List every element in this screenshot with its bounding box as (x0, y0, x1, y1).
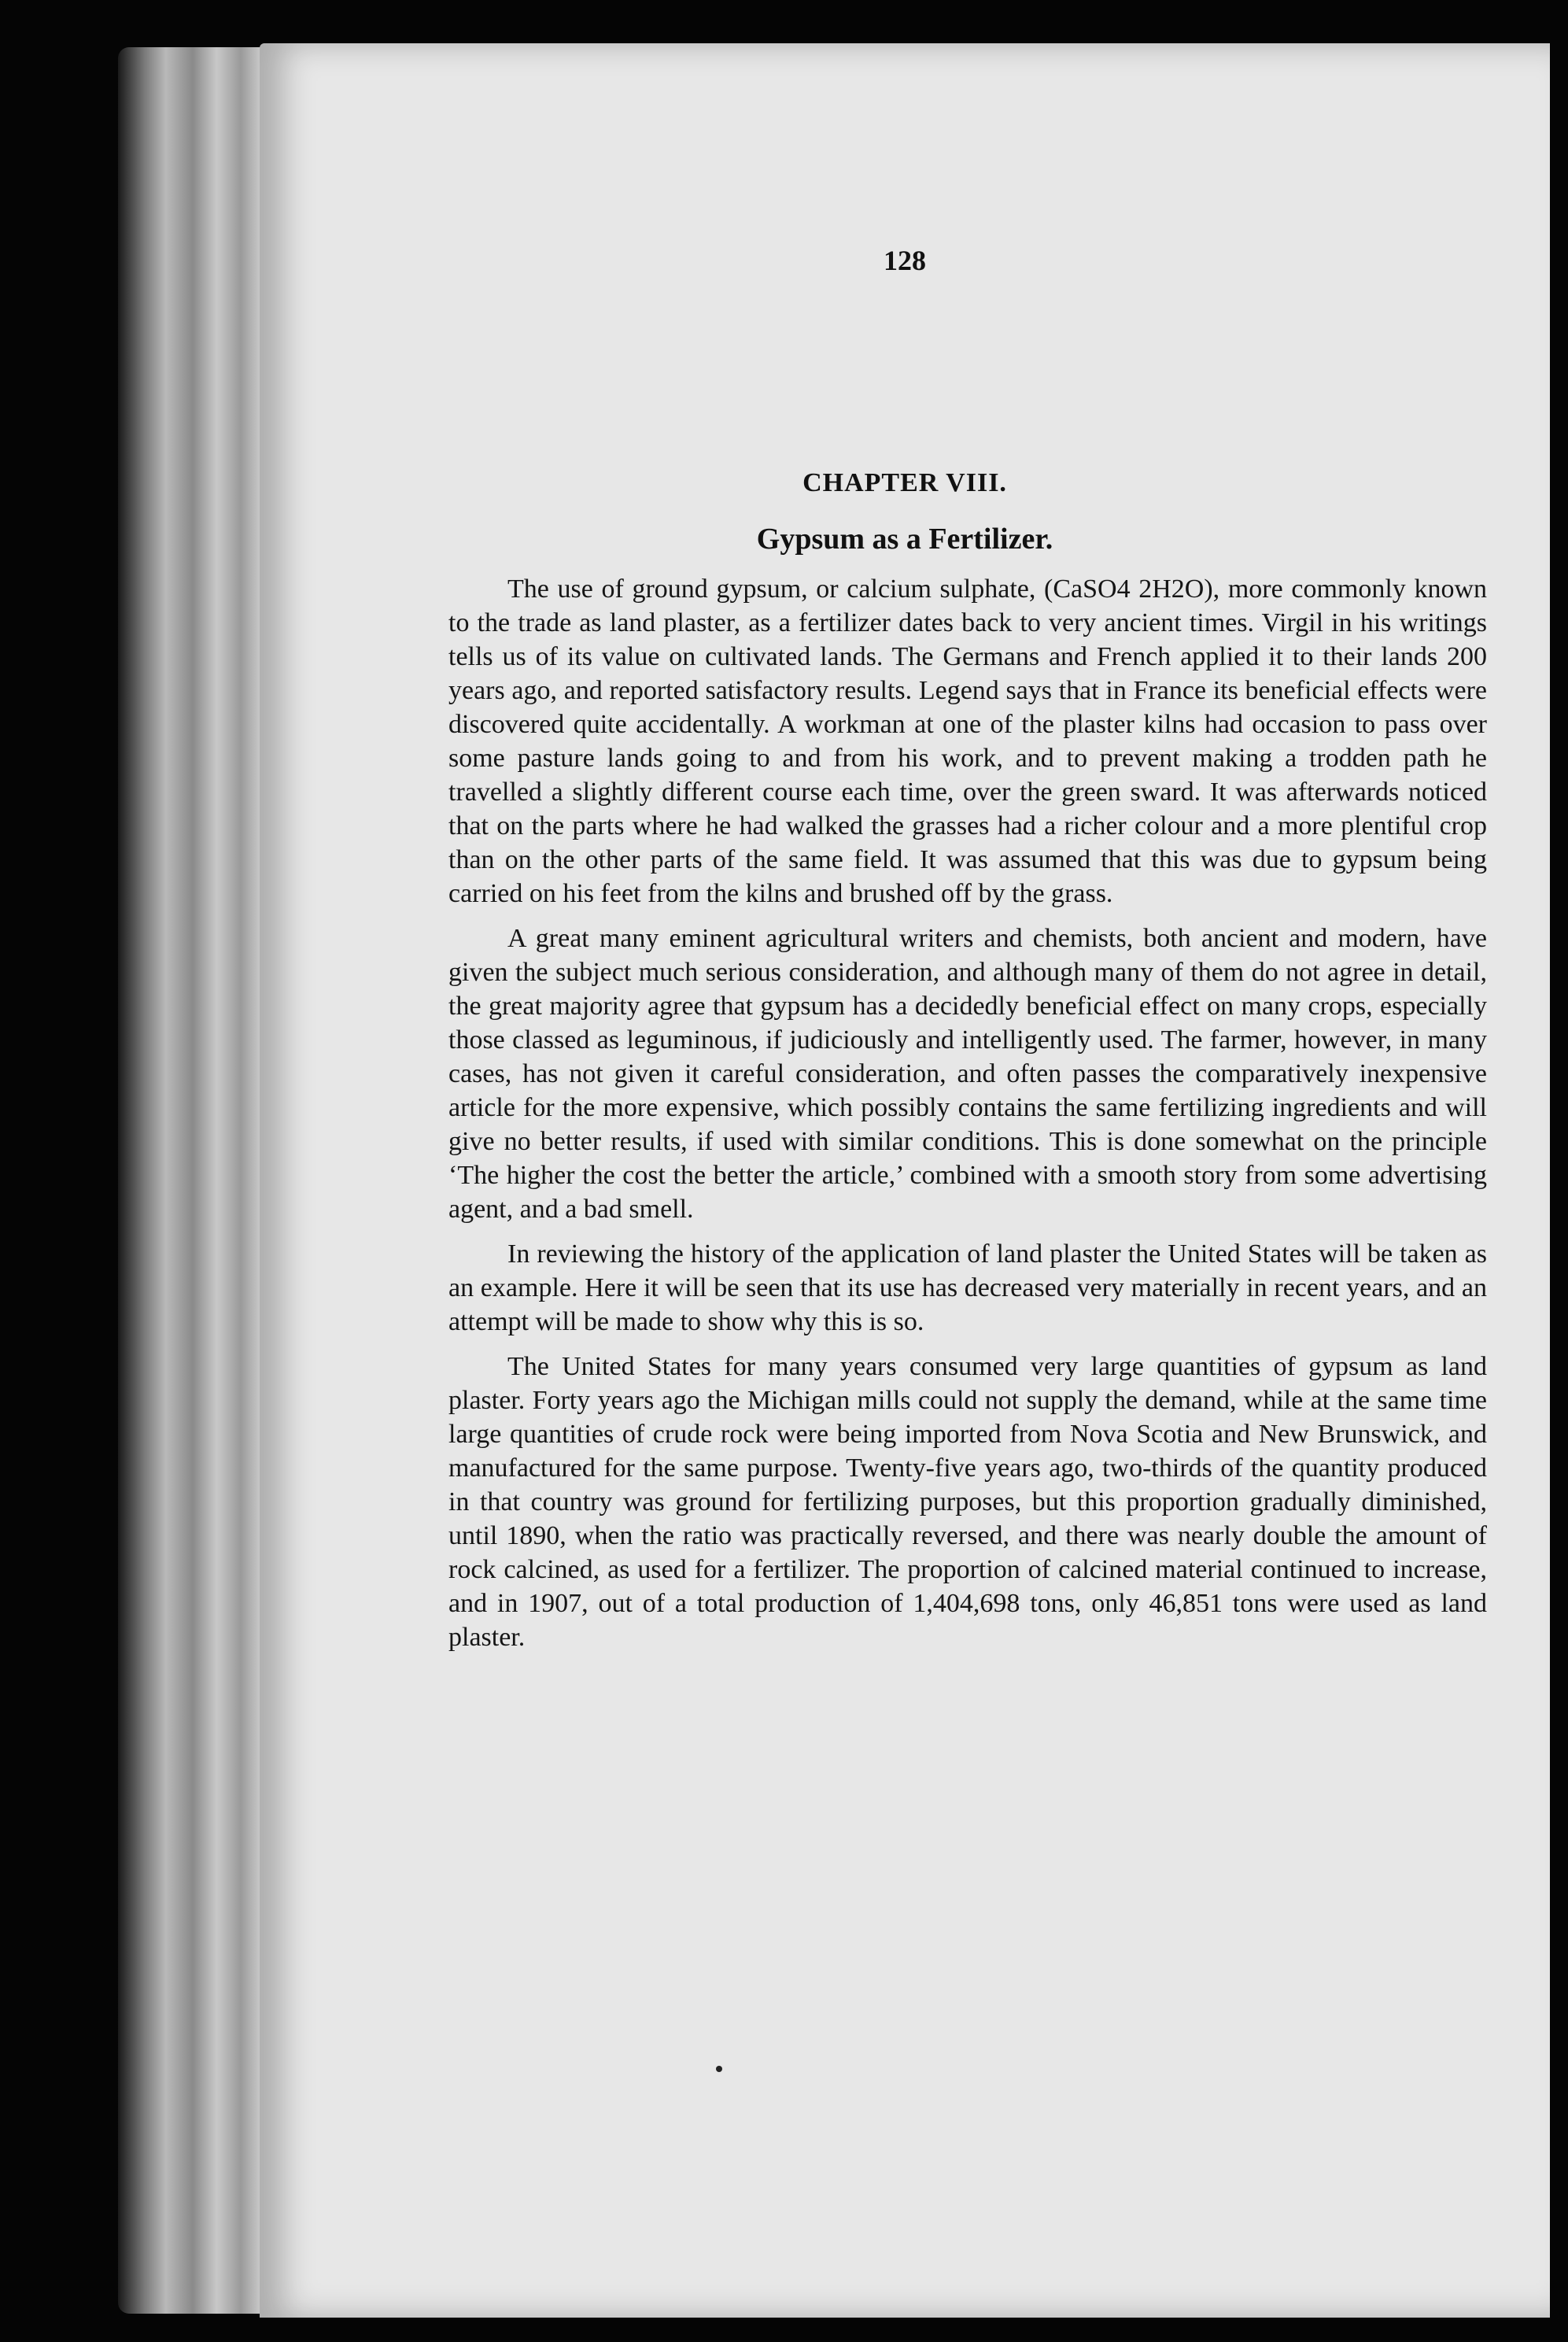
paragraph: The use of ground gypsum, or calcium sulphate, (CaSO4 2H2O), more commonly known to the trade as land plaster, as a fertilizer dates back to very ancient times. Virgil in his writings tells us of its value on cultivated lands. The Germans and French applied it to their lands 200 years ago, and reported satisfactory results. Legend says that in France its beneficial effects were discovered quite accidentally. A workman at one of the plaster kilns had occasion to pass over some pasture lands going to and from his work, and to prevent making a trodden path he travelled a slightly different course each time, over the green sward. It was afterwards noticed that on the parts where he had walked the grasses had a richer colour and a more plentiful crop than on the other parts of the same field. It was assumed that this was due to gypsum being carried on his feet from the kilns and brushed off by the grass. (448, 574, 1487, 908)
book-page-edges (118, 47, 267, 2314)
book-page (260, 43, 1550, 2318)
paragraph: In reviewing the history of the application of land plaster the United States will be taken as an example. Here it will be seen that its use has decreased very materially in recent years, and an attempt will be made to show why this is so. (448, 1239, 1487, 1336)
chapter-title: Gypsum as a Fertilizer. (756, 523, 1053, 556)
body-text (448, 572, 1487, 1665)
page-number: 128 (884, 245, 926, 276)
paragraph: The United States for many years consumed very large quantities of gypsum as land plaster. Forty years ago the Michigan mills could not supply the demand, while at the same time large quantities of crude rock were being imported from Nova Scotia and New Brunswick, and manufactured for the same purpose. Twenty-five years ago, two-thirds of the quantity produced in that country was ground for fertilizing purposes, but this proportion gradually diminished, until 1890, when the ratio was practically reversed, and there was nearly double the amount of rock calcined, as used for a fertilizer. The proportion of calcined material continued to increase, and in 1907, out of a total production of 1,404,698 tons, only 46,851 tons were used as land plaster. (448, 1352, 1487, 1652)
paragraph: A great many eminent agricultural writers and chemists, both ancient and modern, have given the subject much serious consideration, and although many of them do not agree in detail, the great majority agree that gypsum has a decidedly beneficial effect on many crops, especially those classed as leguminous, if judiciously and intelligently used. The farmer, however, in many cases, has not given it careful consideration, and often passes the comparatively inexpensive article for the more expensive, which possibly contains the same fertilizing ingredients and will give no better results, if used with similar conditions. This is done somewhat on the principle ‘The higher the cost the better the article,’ combined with a smooth story from some advertising agent, and a bad smell. (448, 924, 1487, 1224)
chapter-heading: CHAPTER VIII. (802, 468, 1007, 497)
ink-speck (716, 2066, 722, 2072)
